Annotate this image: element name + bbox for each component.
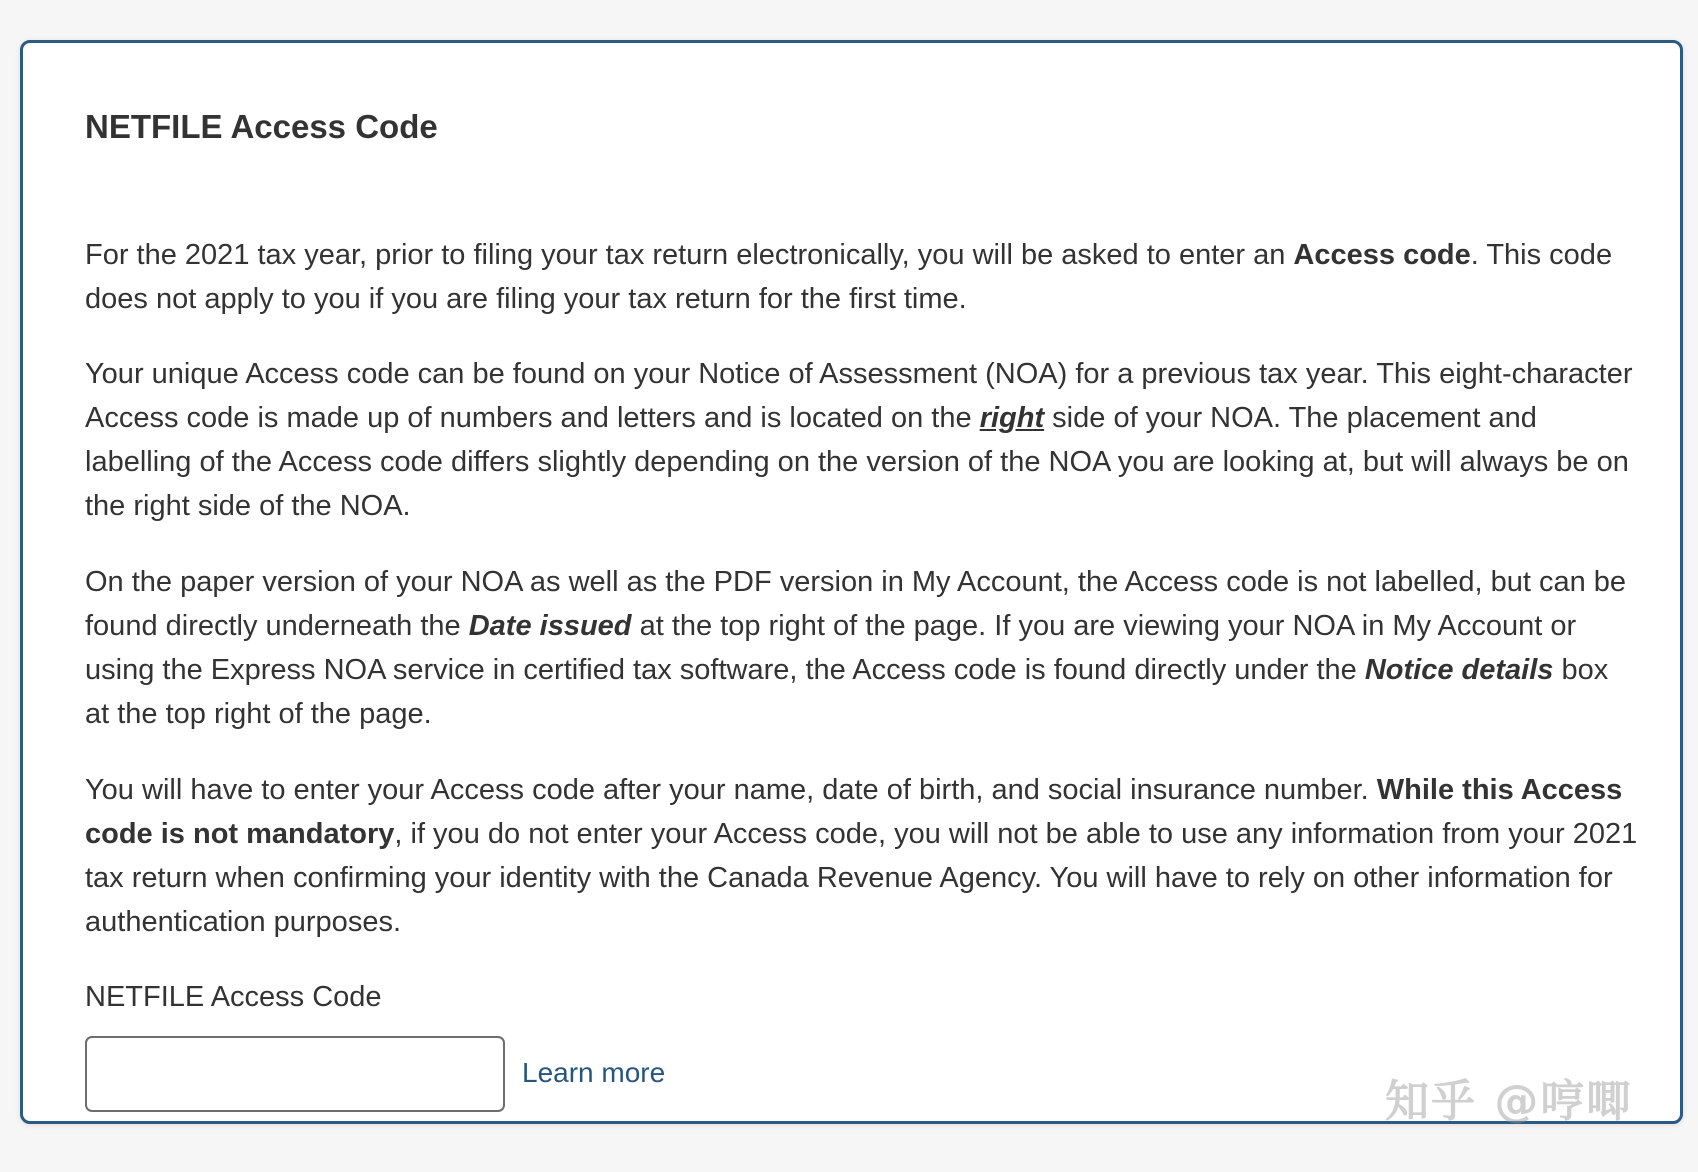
notice-details-emphasis: Notice details	[1364, 654, 1554, 686]
date-issued-emphasis: Date issued	[468, 610, 632, 642]
access-code-input[interactable]	[85, 1036, 505, 1112]
intro-paragraph	[85, 233, 1640, 321]
not-mandatory-emphasis: While this Access code is not mandatory	[85, 774, 1623, 850]
access-code-panel	[20, 40, 1683, 1124]
paper-text-middle: at the top right of the page. If you are viewing your NOA in My Account or using the Express NOA service in certified tax software, the Access code is found directly under the	[85, 610, 1577, 686]
paper-text-start: On the paper version of your NOA as well as the PDF version in My Account, the Access code is not labelled, but can be found directly underneath the	[85, 566, 1627, 642]
panel-title: NETFILE Access Code	[85, 108, 438, 145]
location-paragraph	[85, 352, 1640, 528]
paper-version-paragraph	[85, 560, 1640, 736]
right-emphasis: right	[979, 402, 1045, 434]
location-text-end: side of your NOA. The placement and labelling of the Access code differs slightly depending on the version of the NOA you are looking at, but will always be on the right side of the NOA.	[85, 402, 1629, 522]
location-text-start: Your unique Access code can be found on your Notice of Assessment (NOA) for a previous tax year. This eight-character Access code is made up of numbers and letters and is located on the	[85, 358, 1633, 434]
intro-text-end: . This code does not apply to you if you are filing your tax return for the first time.	[85, 239, 1613, 315]
access-code-emphasis: Access code	[1293, 239, 1471, 271]
paper-text-end: box at the top right of the page.	[85, 654, 1609, 730]
learn-more-link[interactable]: Learn more	[522, 1057, 666, 1088]
mandatory-text-start: You will have to enter your Access code after your name, date of birth, and social insurance number.	[85, 774, 1377, 806]
mandatory-paragraph	[85, 768, 1640, 944]
intro-text-start: For the 2021 tax year, prior to filing your tax return electronically, you will be asked to enter an	[85, 239, 1294, 271]
access-code-field-label: NETFILE Access Code	[85, 981, 382, 1013]
mandatory-text-end: , if you do not enter your Access code, you will not be able to use any information from your 2021 tax return when confirming your identity with the Canada Revenue Agency. You will have to rely on other information for authentication purposes.	[85, 818, 1638, 938]
watermark-text: 知乎 @哼唧	[1385, 1076, 1633, 1127]
